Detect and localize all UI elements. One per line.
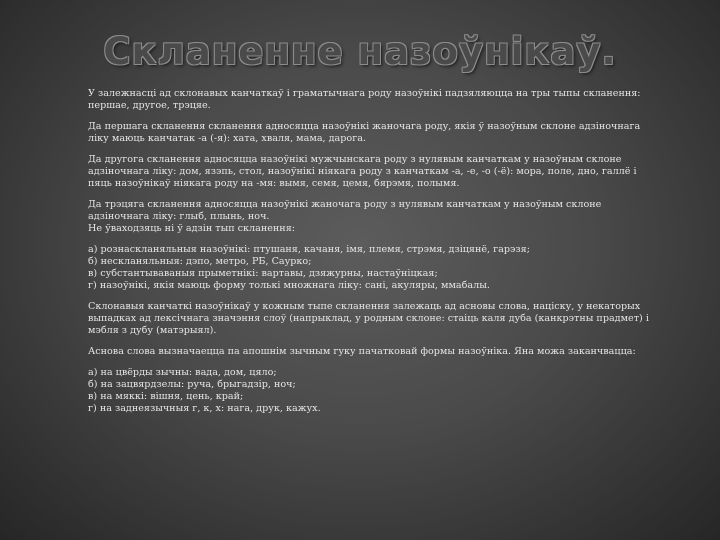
list-item: в) субстантываваныя прыметнікі: вартавы, дзяжурны, настаўніцкая; <box>88 268 438 279</box>
list-item: г) на заднеязычныя г, к, х: нага, друк, кажух. <box>88 403 321 414</box>
paragraph-no-type: Не ўваходзяць ні ў адзін тып скланення: <box>88 223 295 234</box>
list-exceptions <box>88 244 658 292</box>
list-item: б) на зацвярдзелы: руча, брыгадзір, ноч; <box>88 379 296 390</box>
list-item: г) назоўнікі, якія маюць форму толькі множнага ліку: сані, акуляры, ммабалы. <box>88 280 490 291</box>
list-stem-types <box>88 367 658 415</box>
paragraph-second-declension: Да другога скланення адносяцца назоўнікі мужчынскага роду з нулявым канчаткам у назоўным склоне адзіночнага ліку: дом, язэпь, стол, назоўнікі ніякага роду з канчаткам -а, -е, -о (-ё): мора, поле, дно, галлё і пяць назоўнікаў ніякага роду на -мя: вымя, семя, цемя, бярэмя, полымя. <box>88 154 637 189</box>
list-item: а) на цвёрды зычны: вада, дом, цяло; <box>88 367 277 378</box>
paragraph-intro: У залежнасці ад склонавых канчаткаў і граматычнага роду назоўнікі падзяляюцца на тры тыпы скланення: першае, другое, трэцяе. <box>88 88 641 111</box>
list-item: б) нескланяльныя: дэпо, метро, РБ, Саурко; <box>88 256 312 267</box>
list-item: в) на мяккі: вішня, цень, край; <box>88 391 244 402</box>
list-item: а) рознаскланяльныя назоўнікі: птушаня, качаня, імя, племя, стрэмя, дзіцянё, гарэзя; <box>88 244 530 255</box>
paragraph-first-declension: Да першага скланення скланення адносяцца назоўнікі жаночага роду, якія ў назоўным склоне адзіночнага ліку маюць канчатак -а (-я): хата, хваля, мама, дарога. <box>88 121 641 144</box>
paragraph-third-declension: Да трэцяга скланення адносяцца назоўнікі жаночага роду з нулявым канчаткам у назоўным склоне адзіночнага ліку: глыб, плынь, ноч. <box>88 199 602 222</box>
slide-title: Скланенне назоўнікаў. <box>103 30 617 73</box>
paragraph-stem: Аснова слова вызначаецца па апошнім зычным гуку пачатковай формы назоўніка. Яна можа заканчвацца: <box>88 346 636 357</box>
paragraph-endings: Склонавыя канчаткі назоўнікаў у кожным тыпе скланення залежаць ад асновы слова, націску, у некаторых выпадках ад лексічнага значэння слоў (напрыклад, у родным склоне: стаіць каля дуба (канкрэтны прадмет) і мэбля з дубу (матэрыял). <box>88 301 649 336</box>
slide-body <box>88 88 658 415</box>
